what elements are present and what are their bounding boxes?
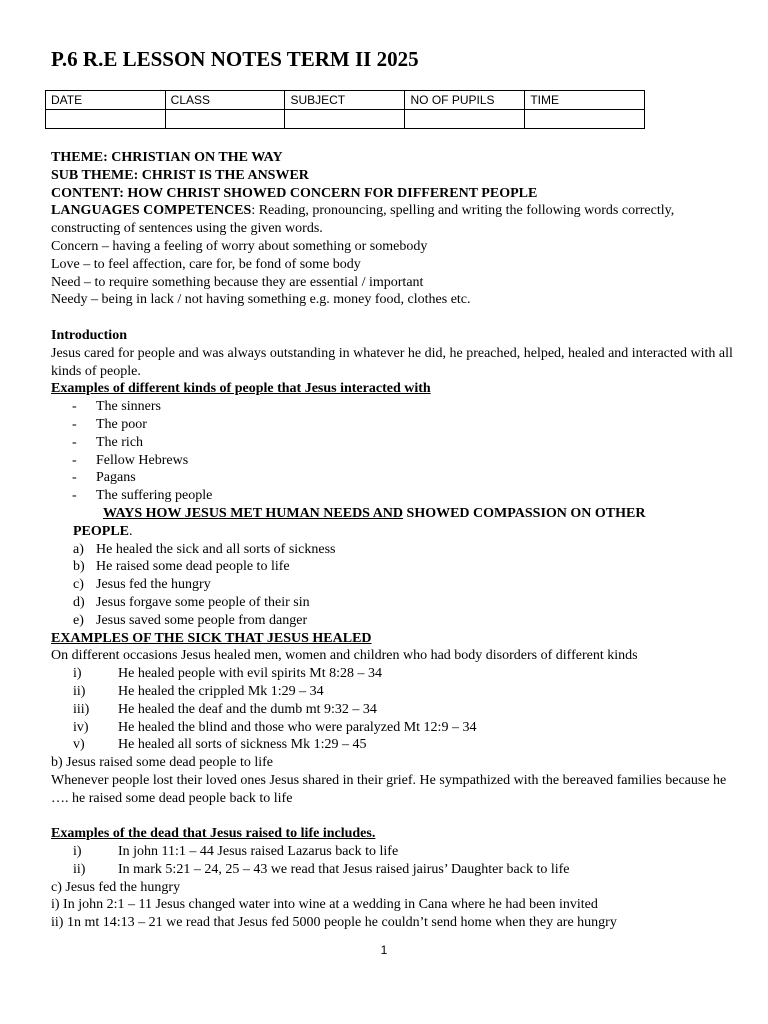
list-item: i) He healed people with evil spirits Mt 8:28 – 34 — [73, 666, 383, 682]
spacer — [51, 807, 741, 825]
table-header-row — [46, 91, 645, 110]
list-item: e) Jesus saved some people from danger — [73, 612, 308, 628]
table-cell — [405, 110, 525, 129]
sick-intro: On different occasions Jesus healed men, women and children who had body disorders of different kinds — [51, 648, 638, 664]
list-item: - Pagans — [72, 470, 136, 486]
fed-line: ii) 1n mt 14:13 – 21 we read that Jesus fed 5000 people he couldn’t send home when they are hungry — [51, 915, 617, 931]
lesson-body — [51, 149, 741, 932]
list-item: iv) He healed the blind and those who were paralyzed Mt 12:9 – 34 — [73, 719, 477, 735]
definition-needy: Needy – being in lack / not having something e.g. money food, clothes etc. — [51, 292, 471, 308]
definition-concern: Concern – having a feeling of worry about something or somebody — [51, 238, 428, 254]
kinds-heading: Examples of different kinds of people that Jesus interacted with — [51, 381, 431, 397]
ways-heading-line2: PEOPLE — [73, 523, 130, 539]
list-item: i) In john 11:1 – 44 Jesus raised Lazarus back to life — [73, 844, 399, 860]
introduction-heading: Introduction — [51, 327, 127, 343]
theme-heading: THEME: CHRISTIAN ON THE WAY — [51, 150, 283, 165]
table-header-date: DATE — [46, 91, 166, 110]
list-item: v) He healed all sorts of sickness Mk 1:29 – 45 — [73, 737, 367, 753]
table-cell — [165, 110, 285, 129]
list-item: c) Jesus fed the hungry — [73, 577, 211, 593]
list-item: a) He healed the sick and all sorts of sickness — [73, 541, 336, 557]
list-item: - Fellow Hebrews — [72, 452, 189, 468]
page-title: P.6 R.E LESSON NOTES TERM II 2025 — [51, 47, 419, 71]
table-header-time: TIME — [525, 91, 645, 110]
list-item: - The rich — [72, 434, 144, 450]
list-item: - The sinners — [72, 399, 161, 415]
dead-list — [51, 843, 741, 879]
introduction-text: Jesus cared for people and was always outstanding in whatever he did, he preached, helped, healed and interacted with all kinds of people. — [51, 345, 733, 379]
list-item: - The suffering people — [72, 488, 213, 504]
sick-list — [51, 665, 741, 754]
sick-heading: EXAMPLES OF THE SICK THAT JESUS HEALED — [51, 630, 372, 646]
ways-heading-rest: SHOWED COMPASSION ON OTHER — [403, 505, 646, 521]
list-item: - The poor — [72, 416, 147, 432]
table-cell — [46, 110, 166, 129]
list-item: b) He raised some dead people to life — [73, 559, 290, 575]
page-number: 1 — [380, 943, 388, 957]
dead-heading: Examples of the dead that Jesus raised to life includes. — [51, 826, 376, 842]
fed-subheading: c) Jesus fed the hungry — [51, 879, 181, 895]
ways-list — [51, 541, 741, 630]
language-competences-label: LANGUAGES COMPETENCES — [51, 203, 252, 219]
fed-line: i) In john 2:1 – 11 Jesus changed water into wine at a wedding in Cana where he had been invited — [51, 897, 598, 913]
definition-need: Need – to require something because they are essential / important — [51, 274, 424, 290]
list-item: d) Jesus forgave some people of their sin — [73, 594, 310, 610]
raised-text: Whenever people lost their loved ones Jesus shared in their grief. He sympathized with the bereaved families because he …. he raised some dead people back to life — [51, 772, 727, 806]
kinds-list — [51, 398, 741, 505]
language-competences — [51, 202, 741, 238]
list-item: ii) In mark 5:21 – 24, 25 – 43 we read that Jesus raised jairus’ Daughter back to life — [73, 861, 570, 877]
table-cell — [525, 110, 645, 129]
list-item: iii) He healed the deaf and the dumb mt 9:32 – 34 — [73, 701, 377, 717]
raised-subheading: b) Jesus raised some dead people to life — [51, 755, 273, 771]
spacer — [51, 309, 741, 327]
content-heading: CONTENT: HOW CHRIST SHOWED CONCERN FOR DIFFERENT PEOPLE — [51, 185, 538, 201]
table-empty-row — [46, 110, 645, 129]
language-competences-text: : Reading, pronouncing, spelling and writing the following words correctly, constructing of sentences using the given words. — [51, 203, 675, 237]
list-item: ii) He healed the crippled Mk 1:29 – 34 — [73, 683, 324, 699]
lesson-info-table — [45, 90, 645, 129]
table-header-subject: SUBJECT — [285, 91, 405, 110]
table-header-no-of-pupils: NO OF PUPILS — [405, 91, 525, 110]
ways-heading-underlined: WAYS HOW JESUS MET HUMAN NEEDS AND — [103, 505, 404, 521]
ways-heading: WAYS HOW JESUS MET HUMAN NEEDS AND SHOWED COMPASSION ON OTHER PEOPLE. — [73, 505, 646, 539]
sub-theme-heading: SUB THEME: CHRIST IS THE ANSWER — [51, 167, 309, 183]
table-header-class: CLASS — [165, 91, 285, 110]
definition-love: Love – to feel affection, care for, be fond of some body — [51, 256, 361, 272]
table-cell — [285, 110, 405, 129]
